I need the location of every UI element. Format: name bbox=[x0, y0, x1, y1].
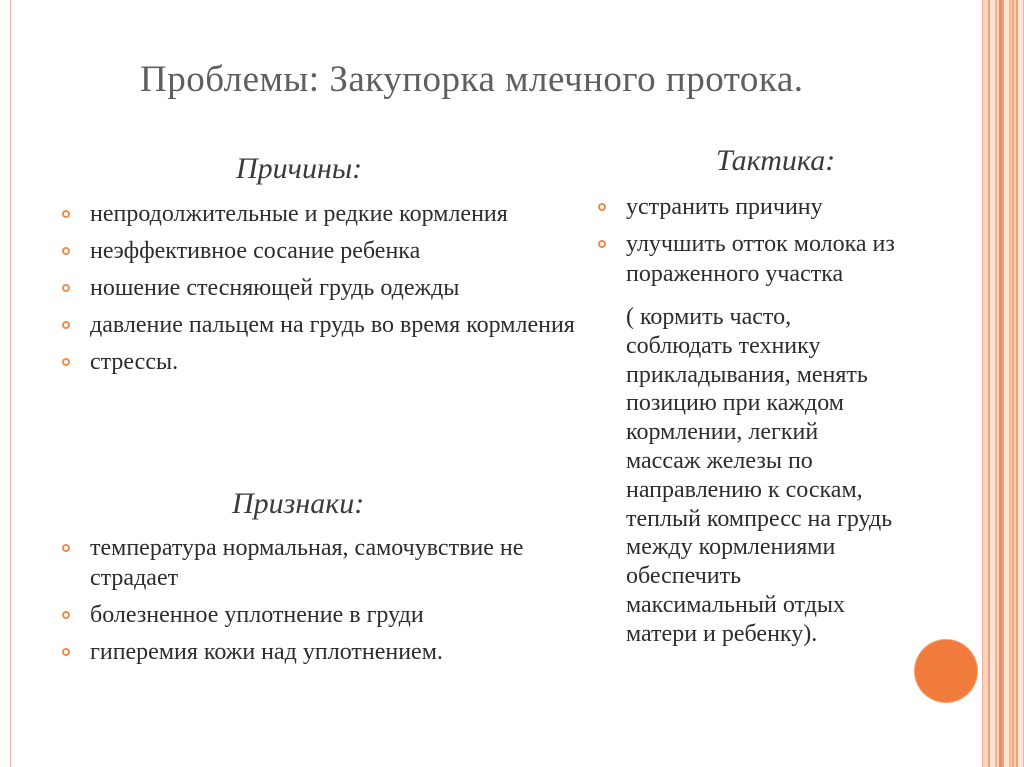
slide-title: Проблемы: Закупорка млечного протока. bbox=[140, 59, 804, 100]
list-item: улучшить отток молока из пораженного участка bbox=[594, 229, 984, 289]
decorative-stripe-accent-2 bbox=[1012, 0, 1014, 767]
causes-list bbox=[58, 199, 578, 384]
signs-heading: Признаки: bbox=[232, 487, 365, 520]
list-item: ношение стесняющей грудь одежды bbox=[58, 273, 578, 303]
list-item: гиперемия кожи над уплотнением. bbox=[58, 637, 578, 667]
bullet-icon bbox=[62, 544, 70, 552]
bullet-icon bbox=[598, 240, 606, 248]
list-item: неэффективное сосание ребенка bbox=[58, 236, 578, 266]
tactics-heading: Тактика: bbox=[716, 144, 836, 177]
tactics-details: ( кормить часто, соблюдать технику прикладывания, менять позицию при каждом кормлении, легкий массаж железы по направлению к соскам, теплый компресс на грудь между кормлениями обеспечить максимальный отдых матери и ребенку). bbox=[626, 304, 893, 647]
tactics-list bbox=[594, 192, 984, 296]
bullet-icon bbox=[598, 203, 606, 211]
bullet-icon bbox=[62, 611, 70, 619]
bullet-icon bbox=[62, 321, 70, 329]
decorative-circle bbox=[915, 640, 977, 702]
bullet-icon bbox=[62, 648, 70, 656]
list-item: давление пальцем на грудь во время кормления bbox=[58, 310, 578, 340]
bullet-icon bbox=[62, 358, 70, 366]
causes-heading: Причины: bbox=[236, 152, 363, 185]
list-item: болезненное уплотнение в груди bbox=[58, 600, 578, 630]
list-item: устранить причину bbox=[594, 192, 984, 222]
list-item: стрессы. bbox=[58, 347, 578, 377]
list-item: температура нормальная, самочувствие не страдает bbox=[58, 533, 578, 593]
bullet-icon bbox=[62, 210, 70, 218]
bullet-icon bbox=[62, 284, 70, 292]
signs-list bbox=[58, 533, 578, 674]
list-item: непродолжительные и редкие кормления bbox=[58, 199, 578, 229]
bullet-icon bbox=[62, 247, 70, 255]
